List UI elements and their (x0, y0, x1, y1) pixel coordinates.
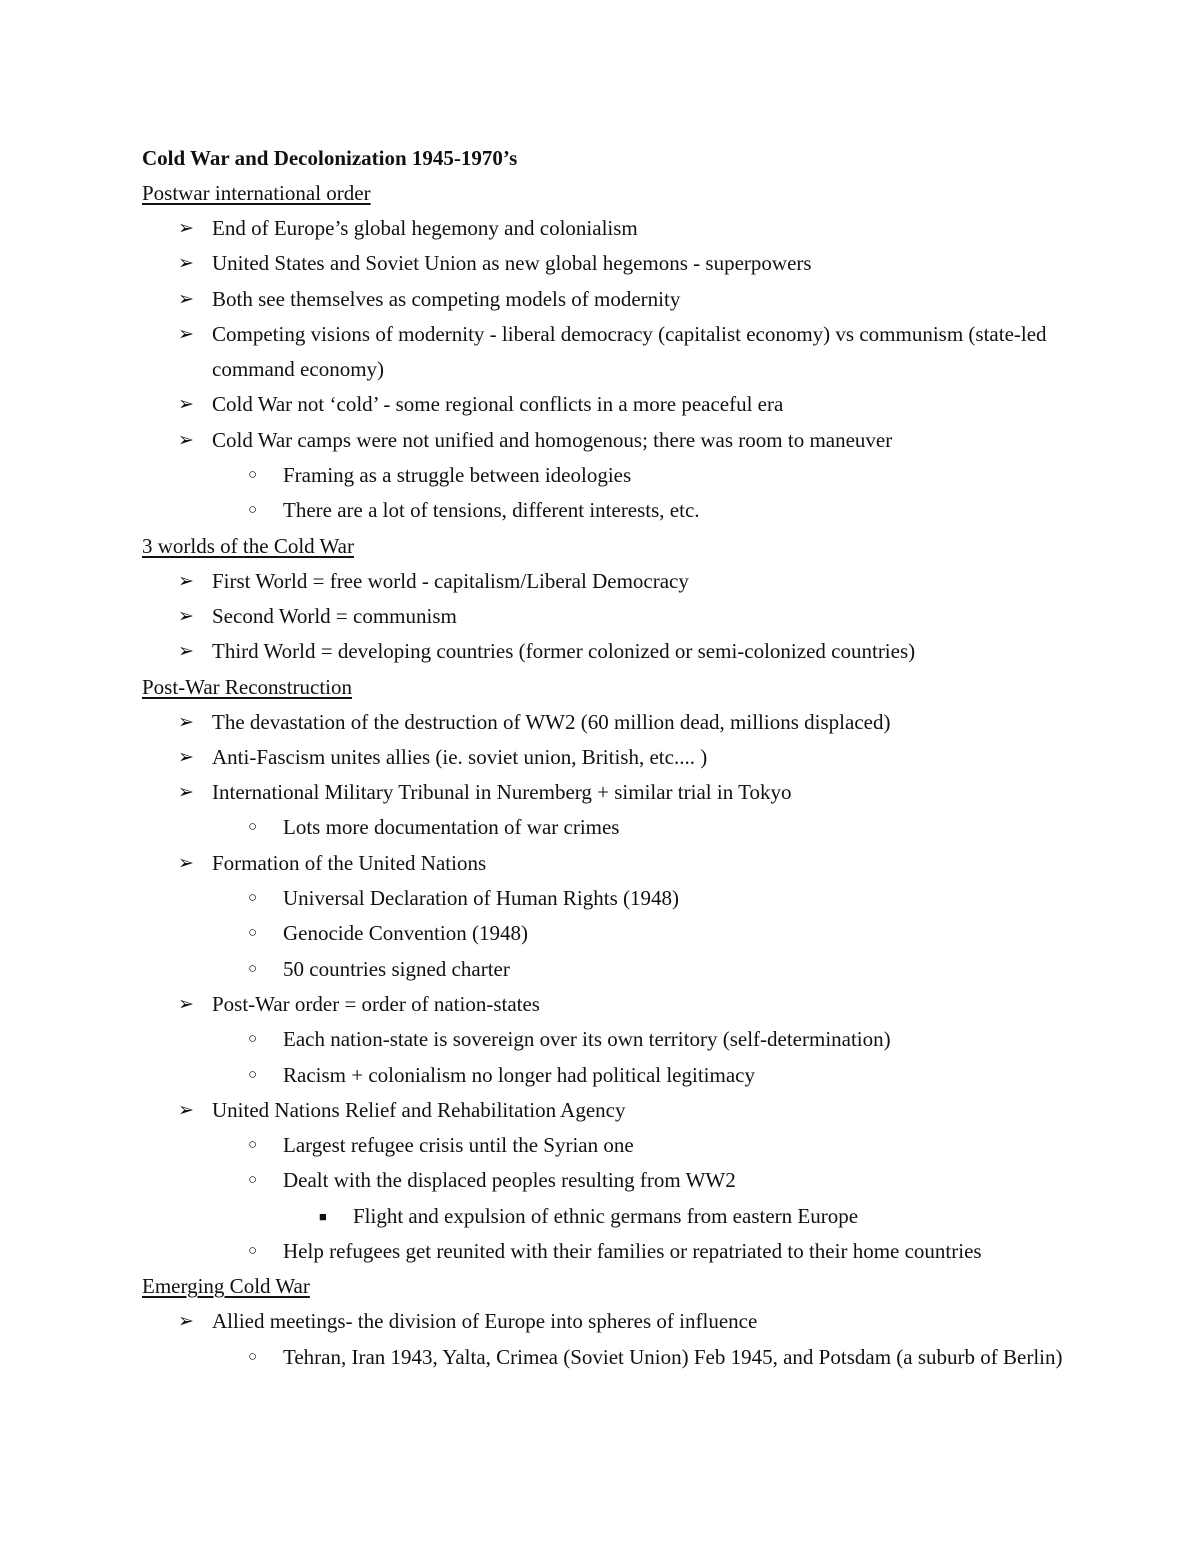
sub-list-item (142, 1022, 1072, 1057)
list-item-text: Third World = developing countries (former colonized or semi-colonized countries) (212, 639, 916, 664)
circle-bullet-icon: ○ (248, 1137, 258, 1154)
circle-bullet-icon: ○ (248, 1031, 258, 1048)
list-item (142, 1093, 1072, 1128)
circle-bullet-icon: ○ (248, 1348, 258, 1365)
sub-list-item (142, 1128, 1072, 1163)
list-item-text: Formation of the United Nations (212, 850, 487, 875)
sub-list-item (142, 916, 1072, 951)
sub-list-item (142, 881, 1072, 916)
list-item (142, 775, 1072, 810)
list-item-text: The devastation of the destruction of WW2 (60 million dead, millions displaced) (212, 709, 891, 734)
list-item-text: United States and Soviet Union as new global hegemons - superpowers (212, 251, 812, 276)
sub-list-item (142, 1340, 1072, 1375)
list-item-text: Help refugees get reunited with their families or repatriated to their home countries (283, 1239, 982, 1264)
arrow-bullet-icon: ➢ (178, 746, 194, 768)
list-item (142, 1304, 1072, 1339)
list-item (142, 634, 1072, 669)
list-item (142, 423, 1072, 458)
list-item (142, 282, 1072, 317)
list-item-text: Cold War camps were not unified and homogenous; there was room to maneuver (212, 427, 893, 452)
circle-bullet-icon: ○ (248, 819, 258, 836)
circle-bullet-icon: ○ (248, 960, 258, 977)
list-item-text: Second World = communism (212, 603, 457, 628)
list-item-text: International Military Tribunal in Nuremberg + similar trial in Tokyo (212, 780, 792, 805)
arrow-bullet-icon: ➢ (178, 852, 194, 874)
arrow-bullet-icon: ➢ (178, 429, 194, 451)
arrow-bullet-icon: ➢ (178, 782, 194, 804)
section-heading-postwar-order: Postwar international order (142, 181, 371, 205)
list-item (142, 387, 1072, 422)
circle-bullet-icon: ○ (248, 502, 258, 519)
arrow-bullet-icon: ➢ (178, 605, 194, 627)
list-item-text: Both see themselves as competing models of modernity (212, 286, 681, 311)
list-item-text: 50 countries signed charter (283, 956, 510, 981)
notes-body (142, 141, 1072, 1375)
list-item-text: Flight and expulsion of ethnic germans from eastern Europe (353, 1203, 859, 1228)
arrow-bullet-icon: ➢ (178, 1311, 194, 1333)
list-item-text: Anti-Fascism unites allies (ie. soviet union, British, etc.... ) (212, 744, 708, 769)
list-item-text: Post-War order = order of nation-states (212, 991, 540, 1016)
section-heading-three-worlds: 3 worlds of the Cold War (142, 533, 354, 558)
sub-list-item (142, 1163, 1072, 1198)
section-heading-emerging-cold-war: Emerging Cold War (142, 1274, 310, 1299)
list-item-text: Tehran, Iran 1943, Yalta, Crimea (Soviet Union) Feb 1945, and Potsdam (a suburb of Berlin) (283, 1344, 1063, 1369)
square-bullet-icon: ■ (319, 1208, 327, 1224)
arrow-bullet-icon: ➢ (178, 288, 194, 310)
list-item-text: Dealt with the displaced peoples resulting from WW2 (283, 1168, 736, 1193)
list-item-text: Lots more documentation of war crimes (283, 815, 620, 840)
sub-sub-list-item (142, 1199, 1072, 1234)
circle-bullet-icon: ○ (248, 925, 258, 942)
circle-bullet-icon: ○ (248, 890, 258, 907)
arrow-bullet-icon: ➢ (178, 993, 194, 1015)
sub-list-item (142, 1058, 1072, 1093)
document-title: Cold War and Decolonization 1945-1970’s (142, 146, 518, 170)
list-item (142, 705, 1072, 740)
section-heading-post-war-reconstruction: Post-War Reconstruction (142, 674, 353, 699)
sub-list-item (142, 458, 1072, 493)
list-item-text: Cold War not ‘cold’ - some regional conflicts in a more peaceful era (212, 392, 784, 417)
sub-list-item (142, 810, 1072, 845)
list-item-text: Competing visions of modernity - liberal democracy (capitalist economy) vs communism (state-led command economy) (212, 321, 1047, 382)
arrow-bullet-icon: ➢ (178, 711, 194, 733)
circle-bullet-icon: ○ (248, 1243, 258, 1260)
list-item (142, 564, 1072, 599)
arrow-bullet-icon: ➢ (178, 253, 194, 275)
list-item-text: There are a lot of tensions, different interests, etc. (283, 498, 700, 523)
list-item (142, 246, 1072, 281)
list-item-text: Allied meetings- the division of Europe into spheres of influence (212, 1309, 758, 1334)
list-item (142, 846, 1072, 881)
list-item (142, 211, 1072, 246)
sub-list-item (142, 1234, 1072, 1269)
arrow-bullet-icon: ➢ (178, 1099, 194, 1121)
list-item-text: First World = free world - capitalism/Liberal Democracy (212, 568, 689, 593)
sub-list-item (142, 493, 1072, 528)
list-item-text: Largest refugee crisis until the Syrian one (283, 1133, 634, 1158)
arrow-bullet-icon: ➢ (178, 323, 194, 345)
circle-bullet-icon: ○ (248, 467, 258, 484)
sub-list-item (142, 952, 1072, 987)
list-item-text: End of Europe’s global hegemony and colonialism (212, 216, 638, 240)
arrow-bullet-icon: ➢ (178, 641, 194, 663)
list-item-text: Racism + colonialism no longer had political legitimacy (283, 1062, 755, 1087)
arrow-bullet-icon: ➢ (178, 570, 194, 592)
circle-bullet-icon: ○ (248, 1066, 258, 1083)
list-item-text: United Nations Relief and Rehabilitation Agency (212, 1097, 626, 1122)
circle-bullet-icon: ○ (248, 1172, 258, 1189)
list-item-text: Universal Declaration of Human Rights (1948) (283, 886, 679, 911)
arrow-bullet-icon: ➢ (178, 394, 194, 416)
list-item (142, 599, 1072, 634)
list-item-text: Framing as a struggle between ideologies (283, 463, 632, 488)
list-item-text: Genocide Convention (1948) (283, 921, 528, 946)
list-item-text: Each nation-state is sovereign over its own territory (self-determination) (283, 1027, 891, 1052)
arrow-bullet-icon: ➢ (178, 218, 194, 239)
list-item (142, 740, 1072, 775)
list-item (142, 317, 1072, 388)
list-item (142, 987, 1072, 1022)
